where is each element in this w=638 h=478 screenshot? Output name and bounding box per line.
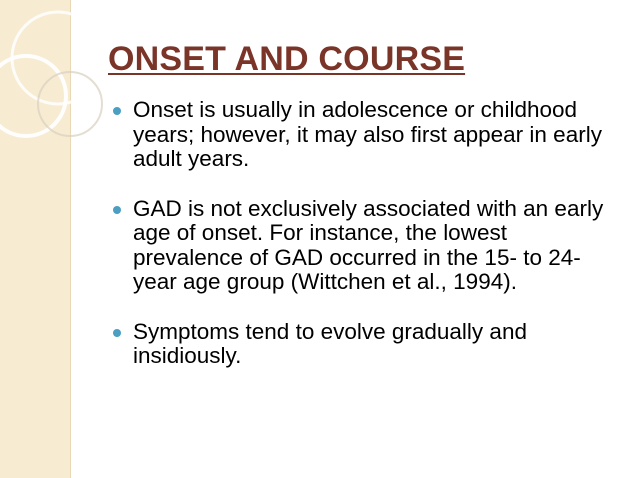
- bullet-text: GAD is not exclusively associated with an early age of onset. For instance, the lowest prevalence of GAD occurred in the 15- to 24-year age group (Wittchen et al., 1994).: [133, 195, 604, 294]
- bullet-item: [113, 197, 613, 295]
- bullet-dot-icon: [113, 329, 121, 337]
- bullet-item: [113, 320, 613, 369]
- bullet-text: Onset is usually in adolescence or childhood years; however, it may also first appear in early adult years.: [133, 97, 602, 171]
- decorative-circles: [0, 0, 130, 160]
- slide-title: ONSET AND COURSE: [108, 40, 466, 78]
- bullet-item: [113, 98, 613, 172]
- bullet-list: [113, 98, 613, 369]
- bullet-dot-icon: [113, 107, 121, 115]
- bullet-dot-icon: [113, 206, 121, 214]
- bullet-text: Symptoms tend to evolve gradually and insidiously.: [133, 318, 527, 368]
